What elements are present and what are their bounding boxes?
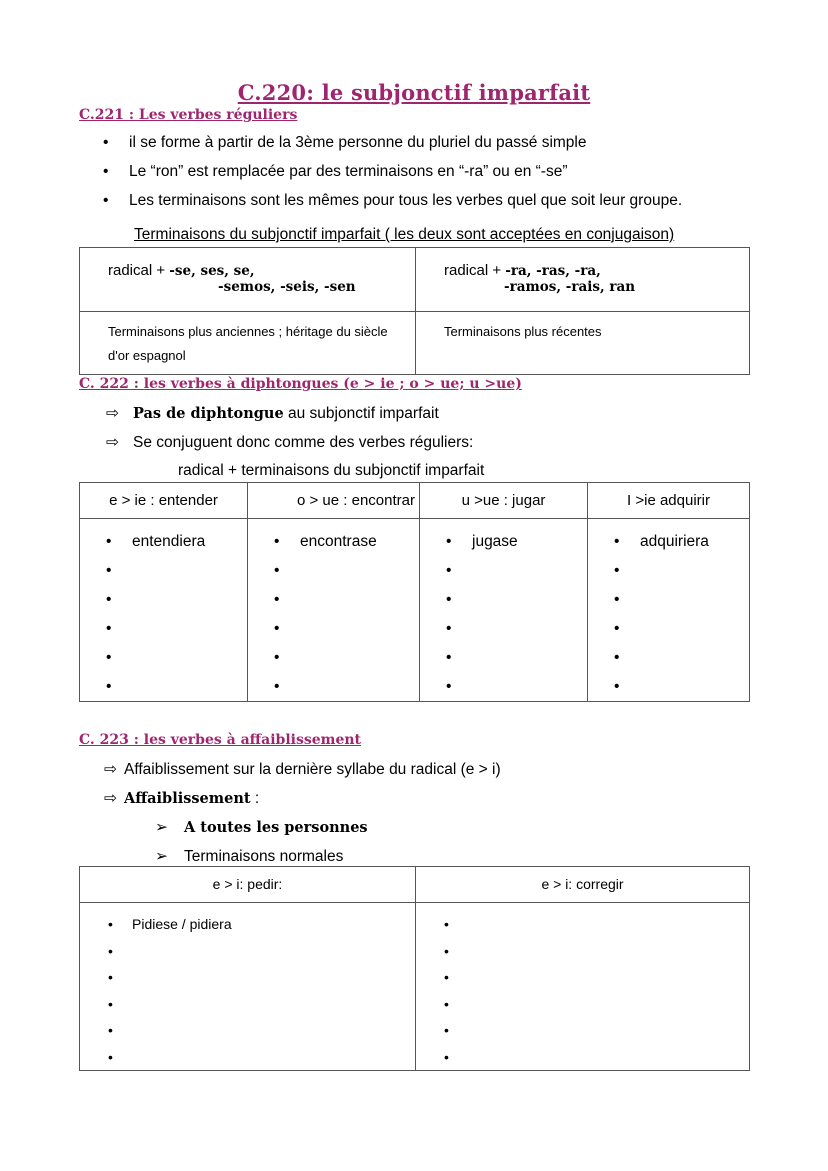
chevron-icon: ➢ [155,848,168,865]
list-item: • [614,678,620,695]
col-header: e > i: pedir: [80,867,416,903]
list-item: • encontrase [274,533,377,550]
section-heading-221: C.221 : Les verbes réguliers [79,107,298,123]
arrow-icon: ⇨ [104,761,117,778]
list-item: • [446,562,452,579]
col-header: u >ue : jugar [420,483,588,519]
list-item: • Pidiese / pidiera [108,916,232,932]
list-item: • [108,1048,113,1065]
conjugation-cell [416,903,750,1071]
table-caption: Terminaisons du subjonctif imparfait ( les deux sont acceptées en conjugaison) [134,226,675,243]
section-heading-222: C. 222 : les verbes à diphtongues (e > ie ; o > ue; u >ue) [79,376,522,392]
list-item: • [444,1022,449,1038]
col-header: e > i: corregir [416,867,750,903]
conjugation-cell [248,519,420,702]
list-item: • [446,620,452,637]
list-item: • [274,620,280,637]
note-cell-old: Terminaisons plus anciennes ; héritage du siècle d'or espagnol [80,312,416,375]
arrow-item: ⇨ Affaiblissement sur la dernière syllabe du radical (e > i) [104,761,501,778]
list-item: • [274,591,280,608]
list-item: • [108,1022,113,1038]
list-item: • jugase [446,533,518,550]
list-item: • [614,649,620,666]
list-item: • [106,562,112,579]
list-item: • entendiera [106,533,206,550]
col-header: e > ie : entender [80,483,248,519]
subline: radical + terminaisons du subjonctif imparfait [178,462,485,479]
endings-cell-se: radical + -se, ses, se, -semos, -seis, -sen [80,248,416,312]
list-item: • [106,620,112,637]
arrow-icon: ⇨ [104,790,117,807]
list-item: • [444,942,449,959]
list-item: • [106,591,112,608]
list-item: • [108,969,113,985]
conjugation-cell [80,903,416,1071]
list-item: • adquiriera [614,533,709,550]
arrow-item: ⇨ Se conjuguent donc comme des verbes réguliers: [106,434,474,451]
arrow-icon: ⇨ [106,434,119,451]
sub-item: ➢ A toutes les personnes [155,819,368,836]
bullet-item: • Le “ron” est remplacée par des terminaisons en “-ra” ou en “-se” [103,163,568,180]
note-cell-new: Terminaisons plus récentes [416,312,750,375]
arrow-icon: ⇨ [106,405,119,422]
list-item: • [106,678,112,695]
endings-table [79,247,750,375]
bullet-item: • Les terminaisons sont les mêmes pour tous les verbes quel que soit leur groupe. [103,192,683,209]
list-item: • [614,562,620,579]
list-item: • [446,649,452,666]
list-item: • [274,562,280,579]
conjugation-cell [420,519,588,702]
list-item: • [274,649,280,666]
conjugation-cell [80,519,248,702]
section-heading-223: C. 223 : les verbes à affaiblissement [79,732,361,748]
list-item: • [614,591,620,608]
col-header: o > ue : encontrar [248,483,420,519]
diphtong-table [79,482,750,702]
page-title: C.220: le subjonctif imparfait [237,80,591,105]
weakening-table [79,866,750,1071]
list-item: • [614,620,620,637]
col-header: I >ie adquirir [588,483,750,519]
list-item: • [108,995,113,1012]
conjugation-cell [588,519,750,702]
sub-item: ➢ Terminaisons normales [155,848,344,865]
chevron-icon: ➢ [155,819,168,836]
list-item: • [106,649,112,666]
list-item: • [444,969,449,985]
list-item: • [108,942,113,959]
list-item: • [444,995,449,1012]
list-item: • [444,916,449,932]
list-item: • [444,1048,449,1065]
arrow-item: ⇨ Affaiblissement : [104,790,260,807]
bullet-item: • il se forme à partir de la 3ème personne du pluriel du passé simple [103,134,587,151]
arrow-item: ⇨ Pas de diphtongue au subjonctif imparfait [106,405,439,422]
list-item: • [274,678,280,695]
endings-cell-ra: radical + -ra, -ras, -ra, -ramos, -rais, ran [416,248,750,312]
list-item: • [446,591,452,608]
list-item: • [446,678,452,695]
